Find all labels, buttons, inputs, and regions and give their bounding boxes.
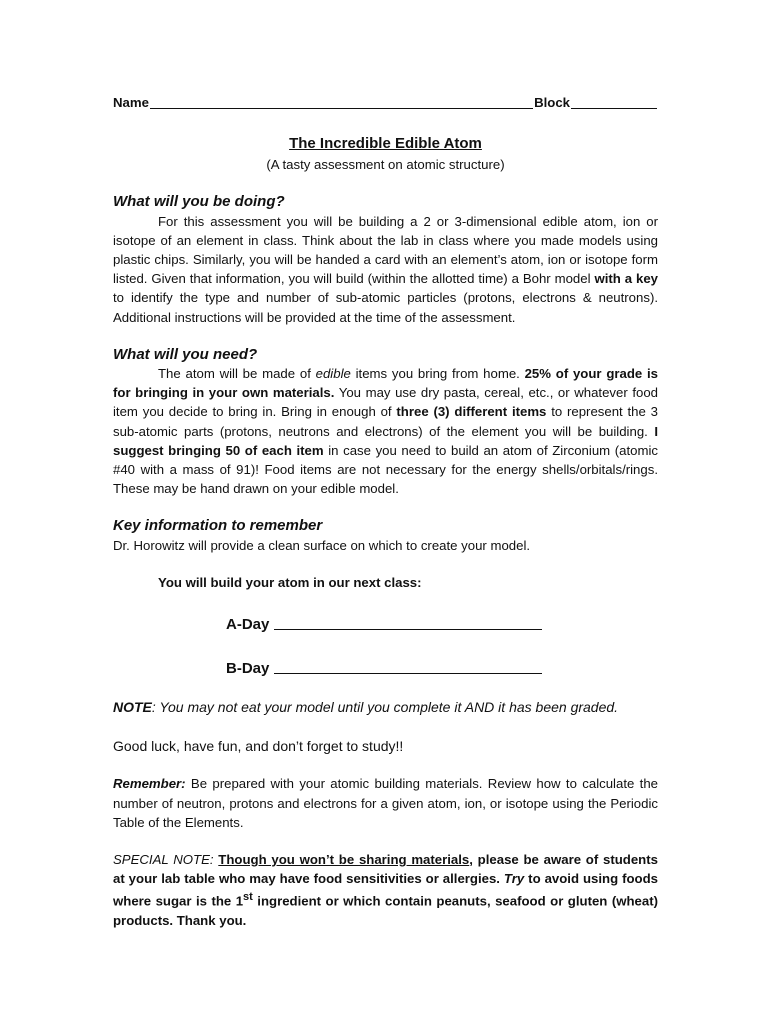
paragraph-key-info: Dr. Horowitz will provide a clean surface on which to create your model. (113, 537, 531, 553)
a-day-line (226, 612, 658, 634)
page-subtitle: (A tasty assessment on atomic structure) (266, 157, 505, 173)
document-page (113, 92, 658, 930)
name-block-line (113, 92, 658, 112)
special-note-text: SPECIAL NOTE: Though you won’t be sharing materials, please be aware of students at your lab table who may have food sensitivities or allergies. Try to avoid using foods where sugar is the 1st ingredient or which contain peanuts, seafood or gluten (wheat) products. Thank you. (113, 852, 658, 929)
build-instruction: You will build your atom in our next class: (158, 574, 422, 590)
a-day-label: A-Day (226, 615, 270, 633)
remember-text: Remember: Be prepared with your atomic building materials. Review how to calculate the number of neutron, protons and electrons for a given atom, ion, or isotope using the Periodic Table of the Elements. (113, 776, 658, 830)
name-label: Name (113, 94, 149, 110)
block-blank (571, 107, 657, 109)
block-label: Block (534, 94, 570, 110)
b-day-blank (274, 672, 542, 674)
b-day-line (226, 656, 658, 678)
paragraph-what-need: The atom will be made of edible items you bring from home. 25% of your grade is for bringing in your own materials. You may use dry pasta, cereal, etc., or whatever food item you decide to bring in. Bring in enough of three (3) different items to represent the 3 sub-atomic parts (protons, neutrons and electrons) of the element you will be building. I suggest bringing 50 of each item in case you need to build an atom of Zirconium (atomic #40 with a mass of 91)! Food items are not necessary for the energy shells/orbitals/rings. These may be hand drawn on your edible model. (113, 366, 659, 497)
b-day-label: B-Day (226, 659, 270, 677)
note-text: NOTE: You may not eat your model until you complete it AND it has been graded. (113, 699, 619, 716)
name-blank (150, 107, 533, 109)
good-luck-text: Good luck, have fun, and don’t forget to study!! (113, 738, 404, 755)
page-title: The Incredible Edible Atom (289, 135, 482, 152)
heading-key-info: Key information to remember (113, 517, 323, 535)
a-day-blank (274, 628, 542, 630)
heading-what-doing: What will you be doing? (113, 193, 285, 211)
heading-what-need: What will you need? (113, 345, 258, 363)
paragraph-what-doing: For this assessment you will be building a 2 or 3-dimensional edible atom, ion or isotope of an element in class. Think about the lab in class where you made models using plastic chips. Similarly, you will be handed a card with an element’s atom, ion or isotope form listed. Given that information, you will build (within the allotted time) a Bohr model with a key to identify the type and number of sub-atomic particles (protons, electrons & neutrons). Additional instructions will be provided at the time of the assessment. (113, 213, 658, 325)
